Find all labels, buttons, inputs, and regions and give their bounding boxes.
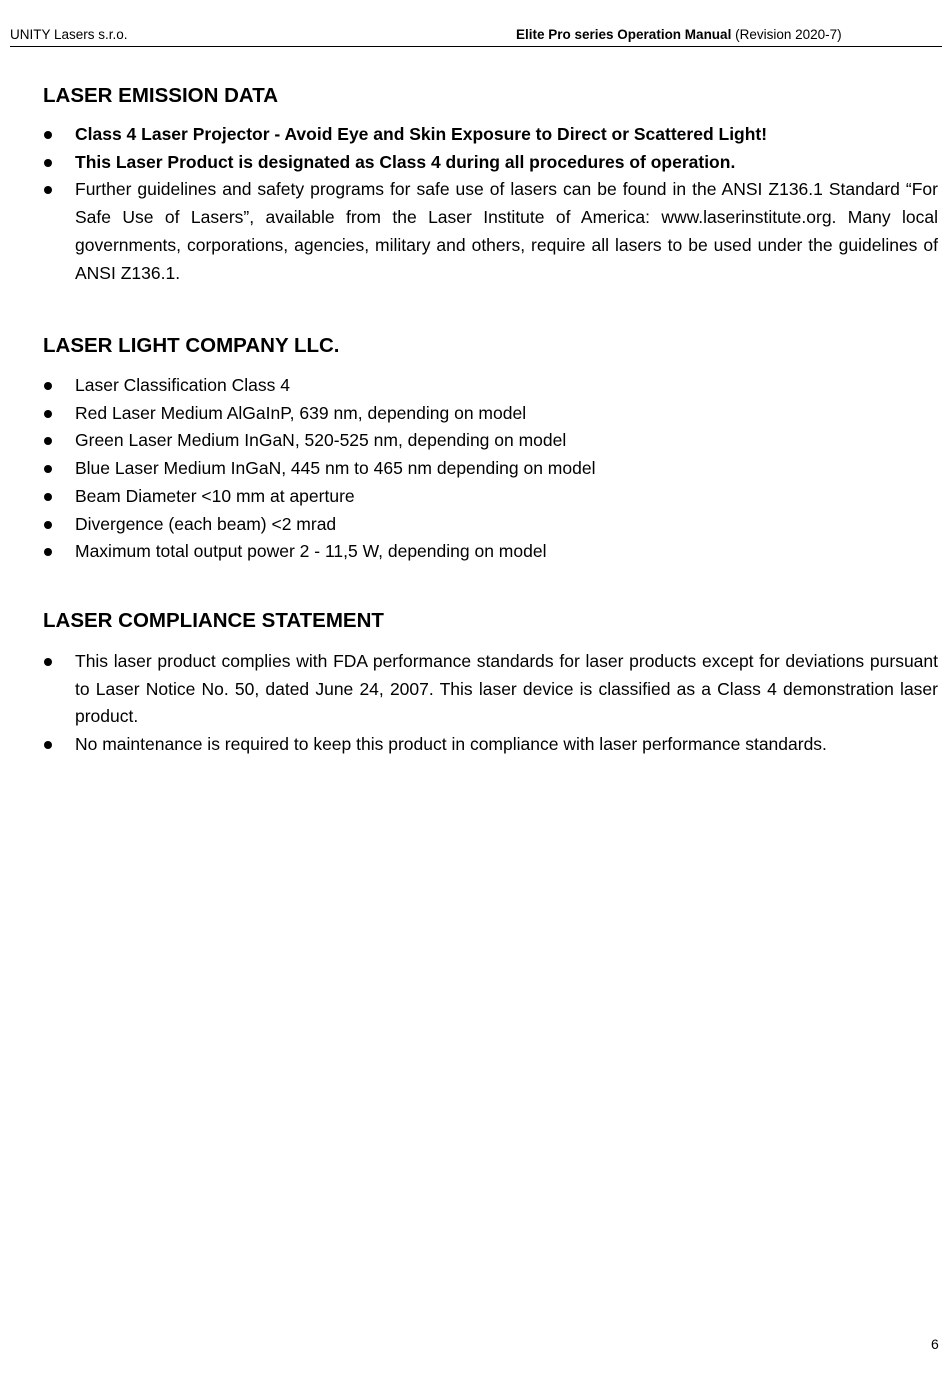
- header-company: UNITY Lasers s.r.o.: [10, 27, 128, 42]
- section-laser-compliance-statement: [43, 605, 938, 759]
- section-title: LASER EMISSION DATA: [43, 84, 278, 107]
- page-number: 6: [931, 1336, 939, 1352]
- header-revision: (Revision 2020-7): [735, 27, 842, 42]
- list-item: [43, 372, 938, 400]
- list-item: [43, 648, 938, 731]
- section-laser-emission-data: [43, 80, 938, 287]
- list-item-text: Maximum total output power 2 - 11,5 W, depending on model: [75, 541, 547, 562]
- header-manual-info: [516, 27, 842, 42]
- list-item-text: Further guidelines and safety programs for safe use of lasers can be found in the ANSI Z136.1 Standard “For Safe Use of Lasers”, available from the Laser Institute of America: www.laserinstitute.org. Many local governments, corporations, agencies, military and others, require all lasers to be used under the guidelines of ANSI Z136.1.: [75, 179, 938, 283]
- bullet-icon: [44, 741, 52, 749]
- list-item-text: Green Laser Medium InGaN, 520-525 nm, depending on model: [75, 430, 567, 451]
- section-title: LASER LIGHT COMPANY LLC.: [43, 334, 340, 357]
- list-item: [43, 731, 938, 759]
- bullet-list: [43, 372, 938, 566]
- list-item: [43, 538, 938, 566]
- bullet-icon: [44, 410, 52, 418]
- list-item-text: Class 4 Laser Projector - Avoid Eye and Skin Exposure to Direct or Scattered Light!: [75, 124, 768, 144]
- bullet-icon: [44, 159, 52, 167]
- bullet-icon: [44, 521, 52, 529]
- bullet-icon: [44, 548, 52, 556]
- bullet-icon: [44, 493, 52, 501]
- section-title: LASER COMPLIANCE STATEMENT: [43, 609, 384, 632]
- list-item-text: Laser Classification Class 4: [75, 375, 290, 395]
- bullet-icon: [44, 131, 52, 139]
- bullet-icon: [44, 658, 52, 666]
- list-item: [43, 400, 938, 428]
- list-item: [43, 483, 938, 511]
- page-header: [10, 26, 942, 47]
- bullet-icon: [44, 465, 52, 473]
- list-item-text: Beam Diameter <10 mm at aperture: [75, 485, 355, 506]
- list-item-text: Red Laser Medium AlGaInP, 639 nm, depending on model: [75, 402, 527, 423]
- list-item: [43, 149, 938, 177]
- list-item-text: This laser product complies with FDA performance standards for laser products except for deviations pursuant to Laser Notice No. 50, dated June 24, 2007. This laser device is classified as a Class 4 demonstration laser product.: [75, 651, 938, 727]
- list-item-text: No maintenance is required to keep this product in compliance with laser performance standards.: [75, 734, 827, 755]
- bullet-list: [43, 648, 938, 759]
- list-item: [43, 455, 938, 483]
- section-laser-light-company: [43, 330, 938, 566]
- list-item: [43, 511, 938, 539]
- list-item: [43, 427, 938, 455]
- bullet-icon: [44, 437, 52, 445]
- list-item-text: This Laser Product is designated as Class 4 during all procedures of operation.: [75, 151, 736, 172]
- bullet-list: [43, 121, 938, 287]
- list-item-text: Divergence (each beam) <2 mrad: [75, 513, 337, 534]
- list-item: [43, 176, 938, 287]
- list-item-text: Blue Laser Medium InGaN, 445 nm to 465 nm depending on model: [75, 458, 596, 479]
- bullet-icon: [44, 382, 52, 390]
- header-manual-title: Elite Pro series Operation Manual: [516, 27, 732, 42]
- bullet-icon: [44, 186, 52, 194]
- list-item: [43, 121, 938, 149]
